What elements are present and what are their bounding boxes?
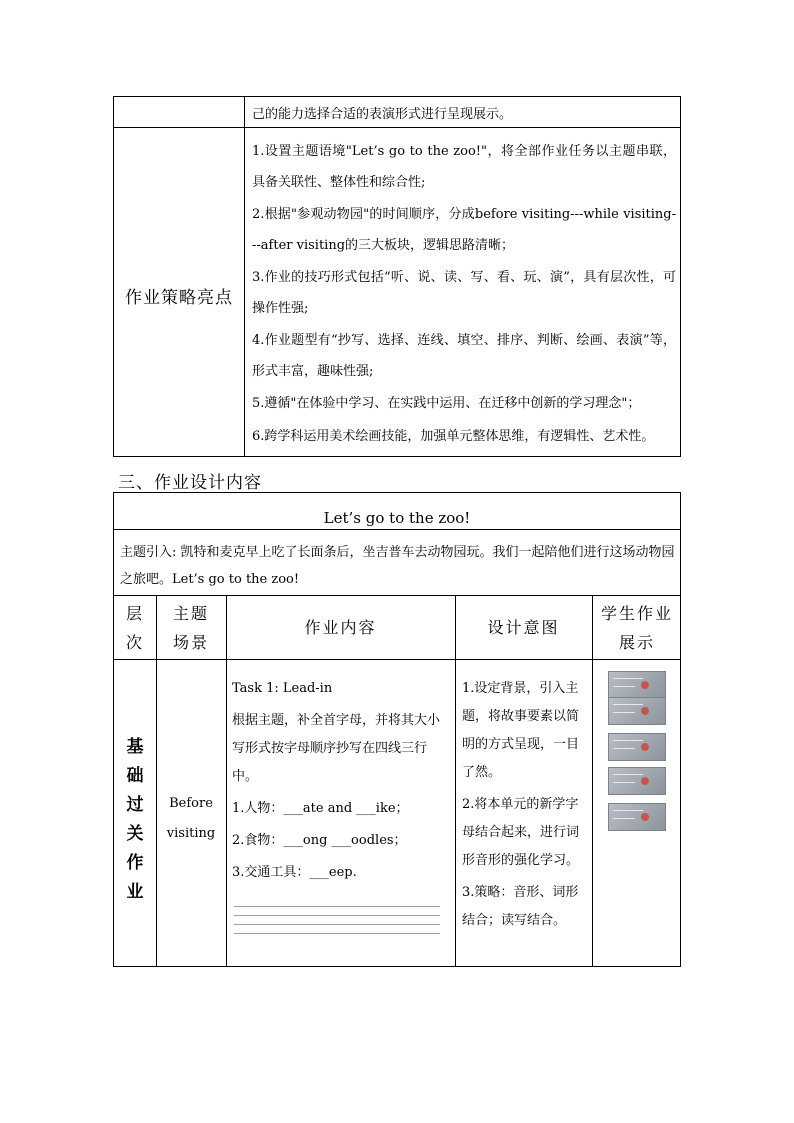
header-intent: 设计意图	[487, 618, 560, 637]
strategy-point: 6.跨学科运用美术绘画技能，加强单元整体思维，有逻辑性、艺术性。	[252, 428, 655, 444]
strategy-table	[113, 96, 681, 457]
strategy-label: 作业策略亮点	[125, 288, 233, 308]
strategy-points	[252, 137, 676, 454]
header-content: 作业内容	[304, 618, 377, 637]
task-item: 3.交通工具：___eep.	[232, 865, 357, 880]
task-item: 2.食物：___ong ___oodles；	[232, 833, 407, 848]
column-divider	[455, 595, 456, 966]
strategy-point: 3.作业的技巧形式包括“听、说、读、写、看、玩、演”，具有层次性，可操作性强;	[252, 270, 676, 316]
student-work-image	[608, 733, 666, 761]
design-intent	[462, 675, 588, 939]
scene-cell: Before visiting	[166, 796, 216, 841]
intent-point: 2.将本单元的新学字母结合起来，进行词形音形的强化学习。	[462, 797, 580, 868]
header-showcase: 学生作业展示	[600, 604, 673, 652]
row-divider	[114, 529, 680, 530]
student-work-image	[608, 671, 666, 699]
strategy-point: 4.作业题型有“抄写、选择、连线、填空、排序、判断、绘画、表演”等，形式丰富，趣味性强;	[252, 333, 676, 379]
strategy-point: 1.设置主题语境"Let’s go to the zoo!"，将全部作业任务以主题串联，具备关联性、整体性和综合性;	[252, 144, 676, 190]
task-description: 根据主题，补全首字母，并将其大小写形式按字母顺序抄写在四线三行中。	[232, 713, 441, 784]
strategy-point: 5.遵循"在体验中学习、在实践中运用、在迁移中创新的学习理念"；	[252, 396, 641, 411]
row-divider	[114, 659, 680, 660]
strategy-point: 2.根据"参观动物园"的时间顺序，分成before visiting---while visiting---after visiting的三大板块，逻辑思路清晰；	[252, 207, 676, 253]
student-work-image	[608, 803, 666, 831]
section-heading: 三、作业设计内容	[118, 473, 262, 493]
student-work-image	[608, 767, 666, 795]
column-divider	[244, 97, 245, 456]
task-item: 1.人物：___ate and ___ike；	[232, 801, 409, 816]
student-work-image	[608, 697, 666, 725]
header-scene: 主题场景	[172, 604, 209, 652]
theme-intro: 主题引入: 凯特和麦克早上吃了长面条后，坐吉普车去动物园玩。我们一起陪他们进行这场动物园之旅吧。Let’s go to the zoo!	[120, 545, 675, 587]
level-cell: 基础过关作业	[126, 737, 144, 902]
continued-text: 己的能力选择合适的表演形式进行呈现展示。	[252, 107, 513, 122]
homework-content	[232, 675, 450, 891]
row-divider	[114, 127, 680, 128]
task-title: Task 1: Lead-in	[232, 681, 333, 696]
header-level: 层次	[125, 604, 144, 652]
column-divider	[226, 595, 227, 966]
column-divider	[156, 595, 157, 966]
four-line-grid	[234, 906, 440, 942]
intent-point: 3.策略：音形、词形结合；读写结合。	[462, 885, 579, 928]
design-table	[113, 492, 681, 967]
column-divider	[592, 595, 593, 966]
table-title: Let’s go to the zoo!	[323, 509, 471, 527]
intent-point: 1.设定背景，引入主题，将故事要素以简明的方式呈现，一目了然。	[462, 681, 580, 780]
row-divider	[114, 595, 680, 596]
